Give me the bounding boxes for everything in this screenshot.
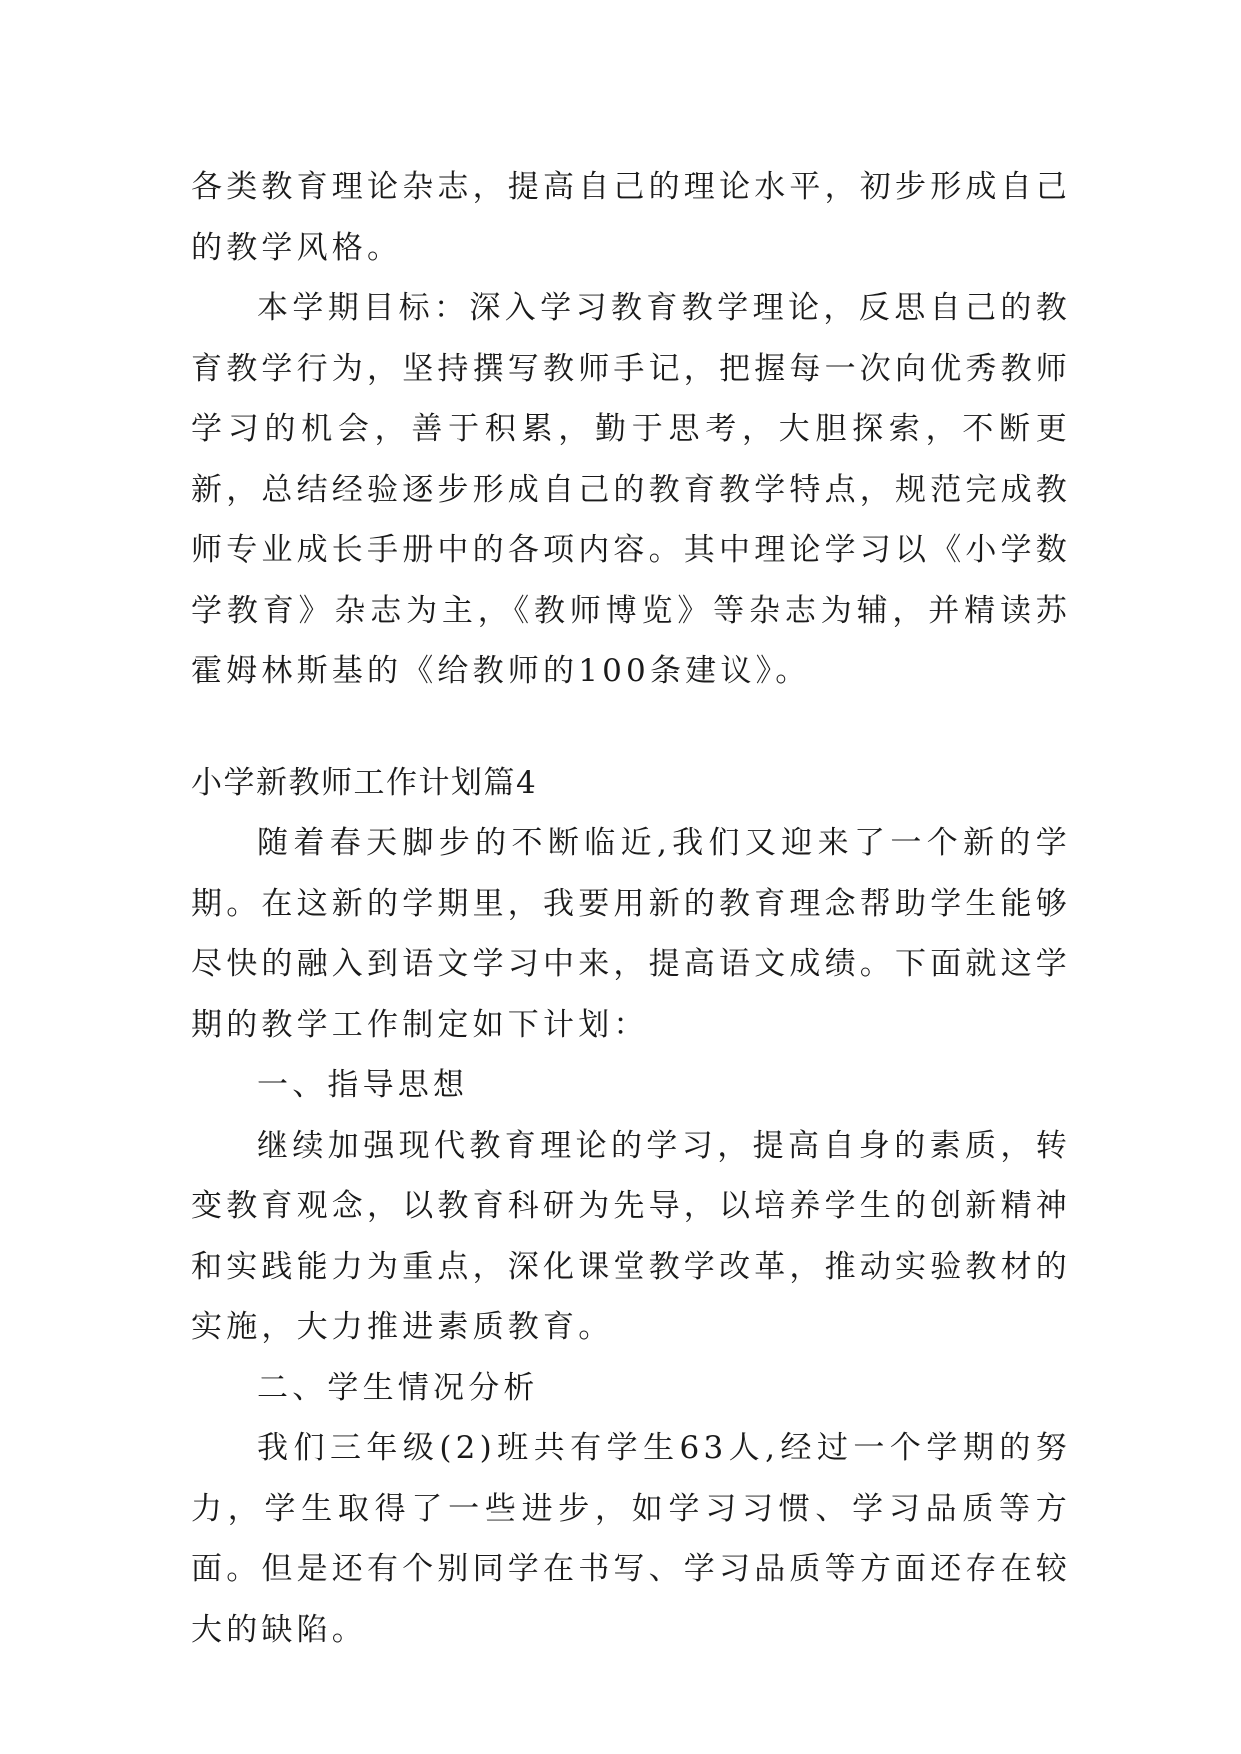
document-body [191, 157, 1071, 1660]
heading-student-analysis: 二、学生情况分析 [257, 1369, 539, 1406]
paragraph-continued: 各类教育理论杂志，提高自己的理论水平，初步形成自己的教学风格。 [191, 169, 1071, 266]
paragraph-semester-goal: 本学期目标：深入学习教育教学理论，反思自己的教育教学行为，坚持撰写教师手记，把握每一次向优秀教师学习的机会，善于积累，勤于思考，大胆探索，不断更新，总结经验逐步形成自己的教育教学特点，规范完成教师专业成长手册中的各项内容。其中理论学习以《小学数学教育》杂志为主，《教师博览》等杂志为辅，并精读苏霍姆林斯基的《给教师的100条建议》。 [191, 290, 1071, 689]
heading-guiding-thought: 一、指导思想 [257, 1067, 469, 1103]
paragraph-intro: 随着春天脚步的不断临近,我们又迎来了一个新的学期。在这新的学期里，我要用新的教育理念帮助学生能够尽快的融入到语文学习中来，提高语文成绩。下面就这学期的教学工作制定如下计划： [191, 825, 1071, 1043]
section-title: 小学新教师工作计划篇4 [191, 764, 538, 801]
paragraph-student-analysis: 我们三年级(2)班共有学生63人,经过一个学期的努力，学生取得了一些进步，如学习习惯、学习品质等方面。但是还有个别同学在书写、学习品质等方面还存在较大的缺陷。 [191, 1430, 1071, 1648]
paragraph-guiding-thought: 继续加强现代教育理论的学习，提高自身的素质，转变教育观念，以教育科研为先导，以培养学生的创新精神和实践能力为重点，深化课堂教学改革，推动实验教材的实施，大力推进素质教育。 [191, 1127, 1071, 1345]
